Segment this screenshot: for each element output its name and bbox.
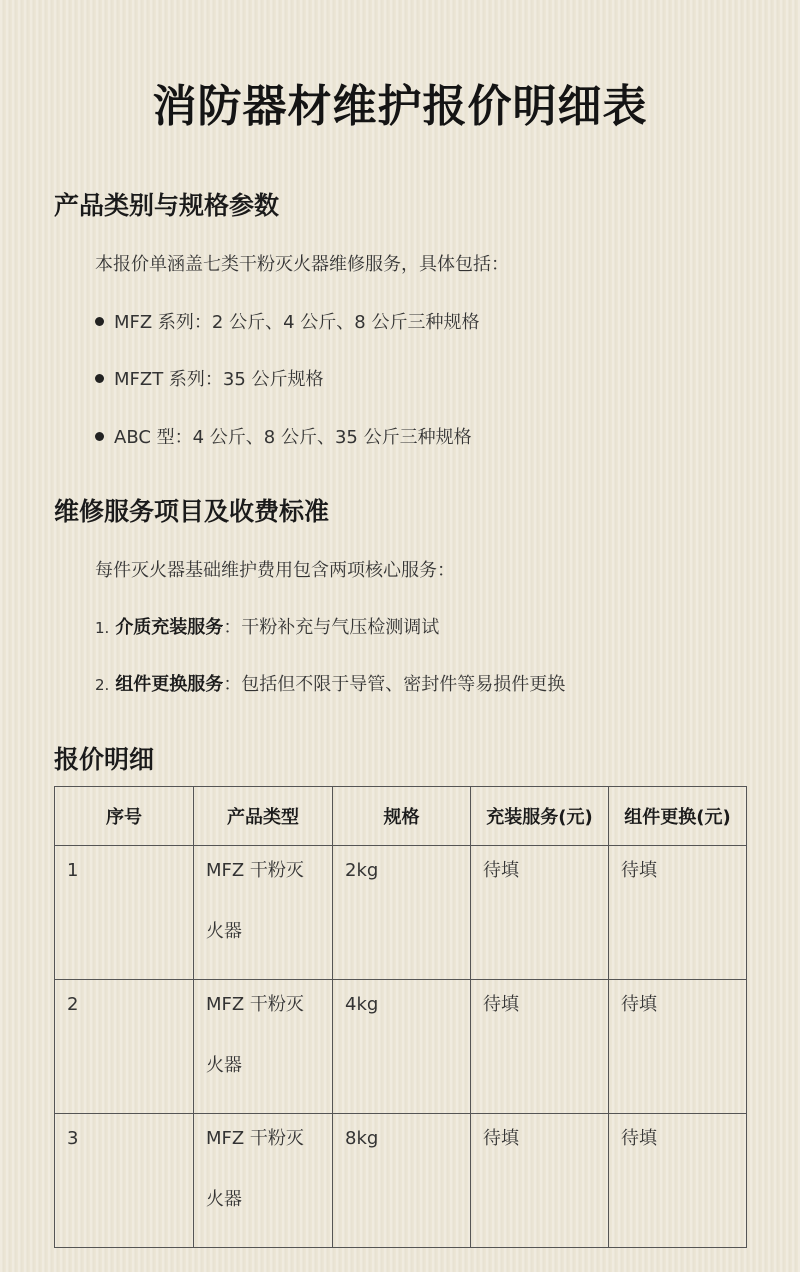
section-heading-specs: 产品类别与规格参数 xyxy=(54,191,280,220)
service-item-1: 1. 介质充装服务：干粉补充与气压检测调试 xyxy=(95,617,440,638)
quote-table xyxy=(54,786,747,1248)
services-intro: 每件灭火器基础维护费用包含两项核心服务： xyxy=(95,560,455,581)
cell-index: 2 xyxy=(55,980,194,1114)
document-title: 消防器材维护报价明细表 xyxy=(152,81,648,132)
cell-fill-price: 待填 xyxy=(471,980,609,1114)
col-header-spec: 规格 xyxy=(333,787,471,846)
section-heading-quote: 报价明细 xyxy=(54,745,155,774)
cell-parts-price: 待填 xyxy=(609,980,747,1114)
col-header-fill: 充装服务(元) xyxy=(471,787,609,846)
table-row xyxy=(55,846,747,980)
cell-parts-price: 待填 xyxy=(609,846,747,980)
spec-bullet-3: ABC 型：4 公斤、8 公斤、35 公斤三种规格 xyxy=(95,423,472,449)
table-row xyxy=(55,980,747,1114)
cell-parts-price: 待填 xyxy=(609,1114,747,1248)
col-header-product: 产品类型 xyxy=(194,787,333,846)
cell-index: 1 xyxy=(55,846,194,980)
bullet-dot-icon xyxy=(95,317,104,326)
table-row xyxy=(55,1114,747,1248)
cell-product: MFZ 干粉灭火器 xyxy=(194,1114,333,1248)
bullet-dot-icon xyxy=(95,432,104,441)
cell-product: MFZ 干粉灭火器 xyxy=(194,846,333,980)
cell-spec: 4kg xyxy=(333,980,471,1114)
cell-fill-price: 待填 xyxy=(471,846,609,980)
col-header-parts: 组件更换(元) xyxy=(609,787,747,846)
cell-spec: 2kg xyxy=(333,846,471,980)
cell-spec: 8kg xyxy=(333,1114,471,1248)
cell-fill-price: 待填 xyxy=(471,1114,609,1248)
spec-bullet-1: MFZ 系列：2 公斤、4 公斤、8 公斤三种规格 xyxy=(95,308,479,334)
specs-intro: 本报价单涵盖七类干粉灭火器维修服务，具体包括： xyxy=(95,254,509,275)
section-heading-services: 维修服务项目及收费标准 xyxy=(54,497,330,526)
spec-bullet-2: MFZT 系列：35 公斤规格 xyxy=(95,365,324,391)
col-header-index: 序号 xyxy=(55,787,194,846)
cell-product: MFZ 干粉灭火器 xyxy=(194,980,333,1114)
bullet-dot-icon xyxy=(95,374,104,383)
table-header-row xyxy=(55,787,747,846)
service-item-2: 2. 组件更换服务：包括但不限于导管、密封件等易损件更换 xyxy=(95,674,566,695)
cell-index: 3 xyxy=(55,1114,194,1248)
